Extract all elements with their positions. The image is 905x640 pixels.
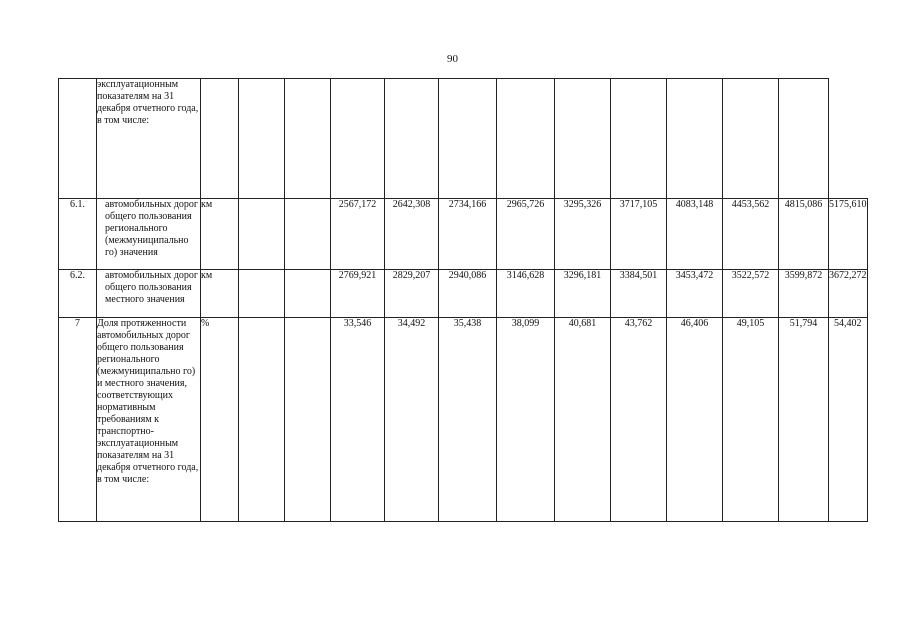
value-cell: 3384,501 <box>611 270 667 318</box>
value-cell: 3295,326 <box>555 199 611 270</box>
row-number: 6.2. <box>59 270 97 318</box>
value-cell: 3717,105 <box>611 199 667 270</box>
unit-cell <box>201 79 239 199</box>
value-cell: 34,492 <box>385 318 439 522</box>
value-cell: 3599,872 <box>779 270 829 318</box>
value-cell: 2940,086 <box>439 270 497 318</box>
empty-cell <box>285 270 331 318</box>
value-cell <box>611 79 667 199</box>
empty-cell <box>239 270 285 318</box>
empty-cell <box>285 318 331 522</box>
value-cell: 2829,207 <box>385 270 439 318</box>
value-cell: 4083,148 <box>667 199 723 270</box>
indicator-name: эксплуатационным показателям на 31 декабря отчетного года, в том числе: <box>97 79 201 199</box>
page-number: 90 <box>447 53 458 65</box>
indicator-name <box>97 270 201 318</box>
table-row <box>59 270 868 318</box>
value-cell: 4815,086 <box>779 199 829 270</box>
value-cell: 35,438 <box>439 318 497 522</box>
value-cell <box>667 79 723 199</box>
table-row <box>59 79 868 199</box>
value-cell: 43,762 <box>611 318 667 522</box>
value-cell: 2769,921 <box>331 270 385 318</box>
value-cell <box>497 79 555 199</box>
unit-cell: км <box>201 270 239 318</box>
value-cell: 2965,726 <box>497 199 555 270</box>
value-cell: 46,406 <box>667 318 723 522</box>
value-cell: 51,794 <box>779 318 829 522</box>
table-row <box>59 318 868 522</box>
indicator-name-text: автомобильных дорог общего пользования регионального (межмуниципально го) значения <box>105 199 199 258</box>
value-cell <box>723 79 779 199</box>
row-number <box>59 79 97 199</box>
value-cell: 3146,628 <box>497 270 555 318</box>
value-cell <box>385 79 439 199</box>
value-cell <box>439 79 497 199</box>
value-cell <box>555 79 611 199</box>
value-cell: 3672,272 <box>829 270 868 318</box>
indicator-table <box>58 78 868 522</box>
empty-cell <box>239 199 285 270</box>
value-cell: 54,402 <box>829 318 868 522</box>
value-cell: 40,681 <box>555 318 611 522</box>
value-cell: 3522,572 <box>723 270 779 318</box>
unit-cell: % <box>201 318 239 522</box>
empty-cell <box>285 199 331 270</box>
value-cell: 49,105 <box>723 318 779 522</box>
value-cell: 5175,610 <box>829 199 868 270</box>
value-cell: 3296,181 <box>555 270 611 318</box>
value-cell: 38,099 <box>497 318 555 522</box>
value-cell <box>331 79 385 199</box>
empty-cell <box>239 318 285 522</box>
row-number: 7 <box>59 318 97 522</box>
value-cell: 33,546 <box>331 318 385 522</box>
empty-cell <box>285 79 331 199</box>
empty-cell <box>239 79 285 199</box>
indicator-name-text: автомобильных дорог общего пользования местного значения <box>105 270 199 305</box>
value-cell <box>779 79 829 199</box>
indicator-name: Доля протяженности автомобильных дорог общего пользования регионального (межмуниципально го) и местного значения, соответствующих нормативным требованиям к транспортно-эксплуатационным показателям на 31 декабря отчетного года, в том числе: <box>97 318 201 522</box>
value-cell: 2734,166 <box>439 199 497 270</box>
unit-cell: км <box>201 199 239 270</box>
table-row <box>59 199 868 270</box>
value-cell: 2567,172 <box>331 199 385 270</box>
value-cell: 2642,308 <box>385 199 439 270</box>
value-cell: 3453,472 <box>667 270 723 318</box>
row-number: 6.1. <box>59 199 97 270</box>
indicator-name <box>97 199 201 270</box>
value-cell: 4453,562 <box>723 199 779 270</box>
